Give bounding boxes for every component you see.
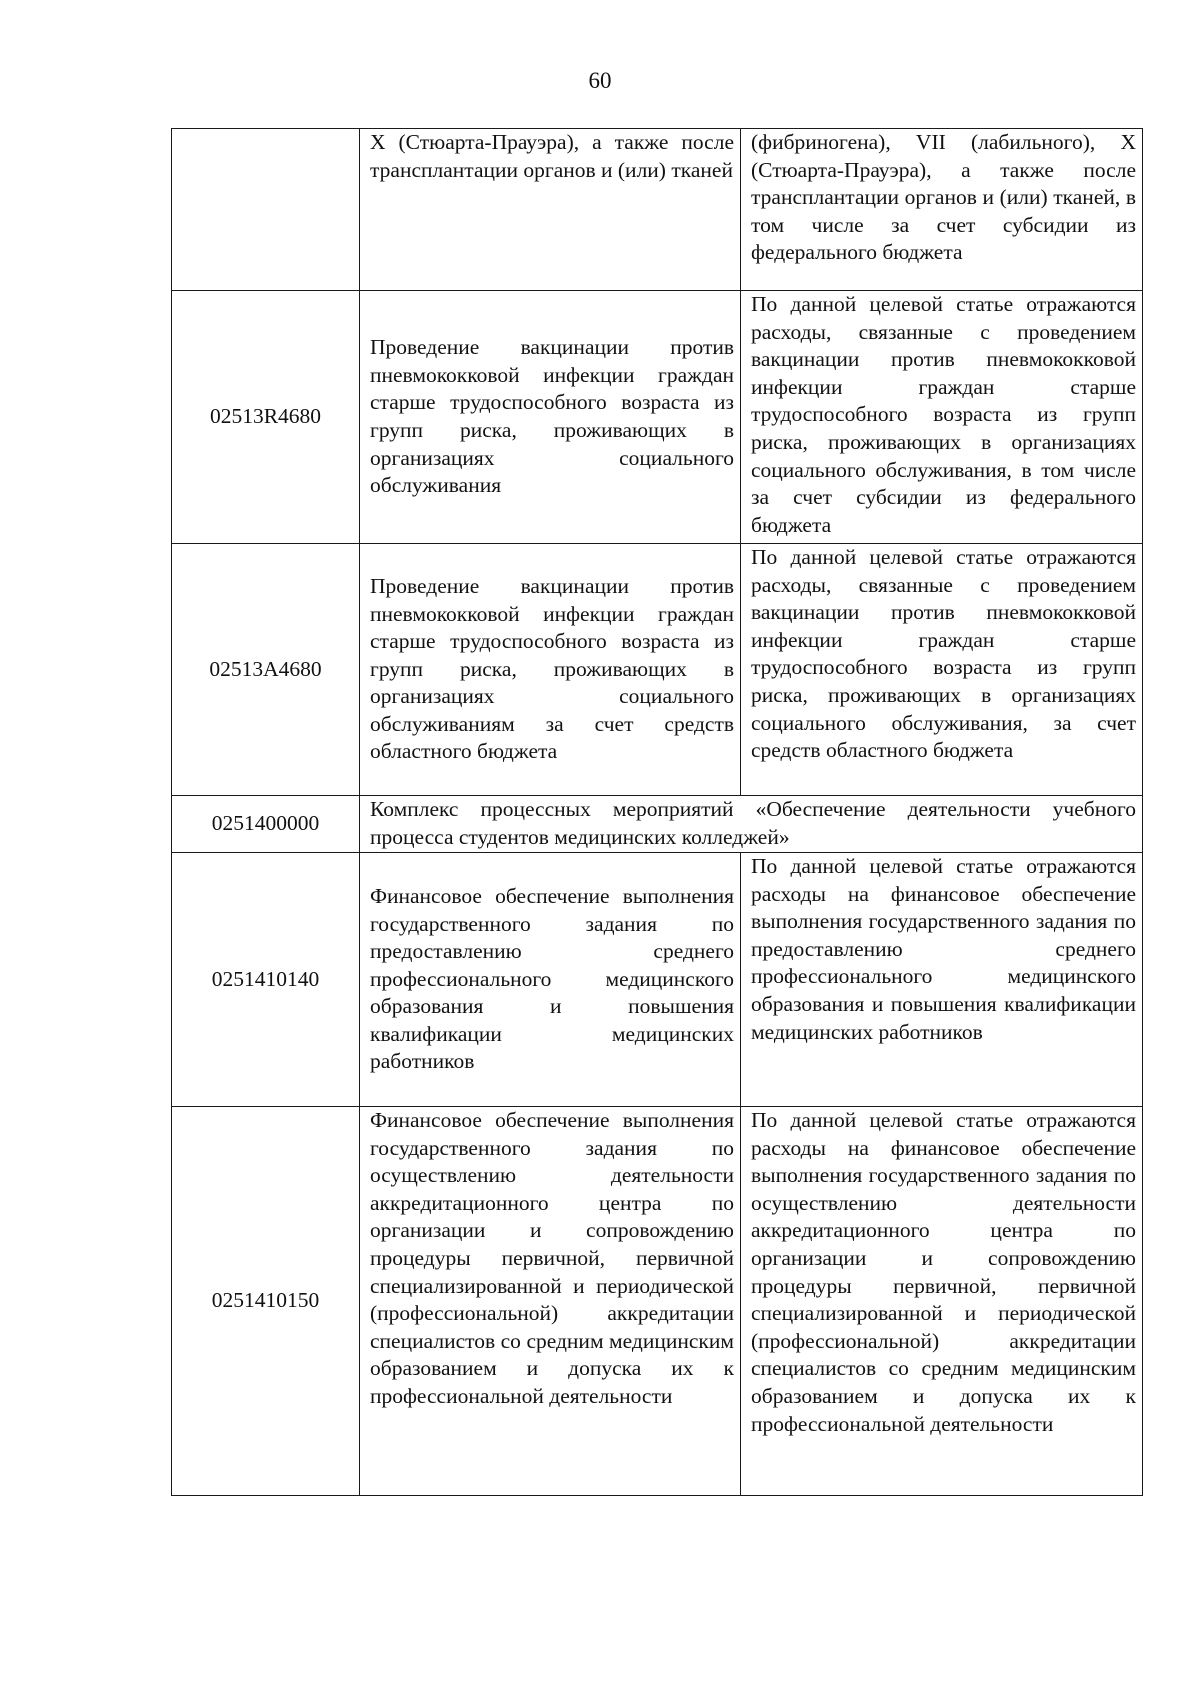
name-cell: Проведение вакцинации против пневмококковой инфекции граждан старше трудоспособного возраста из групп риска, проживающих в организациях социального обслуживаниям за счет средств областного бюджета — [360, 544, 741, 796]
table-row — [172, 796, 1143, 853]
page-number: 60 — [588, 68, 612, 93]
code-cell: 02513R4680 — [172, 291, 360, 544]
table-row — [172, 544, 1143, 796]
code-cell — [172, 129, 360, 291]
code-cell: 02513A4680 — [172, 544, 360, 796]
table-row — [172, 129, 1143, 291]
code-cell: 0251400000 — [172, 796, 360, 853]
name-cell: Финансовое обеспечение выполнения государственного задания по осуществлению деятельности аккредитационного центра по организации и сопровождению процедуры первичной, первичной специализированной и периодической (профессиональной) аккредитации специалистов со средним медицинским образованием и допуска их к профессиональной деятельности — [360, 1107, 741, 1496]
name-cell: X (Стюарта-Прауэра), а также после трансплантации органов и (или) тканей — [360, 129, 741, 291]
description-cell: По данной целевой статье отражаются расходы, связанные с проведением вакцинации против пневмококковой инфекции граждан старше трудоспособного возраста из групп риска, проживающих в организациях социального обслуживания, в том числе за счет субсидии из федерального бюджета — [741, 291, 1143, 544]
code-cell: 0251410150 — [172, 1107, 360, 1496]
description-cell: По данной целевой статье отражаются расходы, связанные с проведением вакцинации против пневмококковой инфекции граждан старше трудоспособного возраста из групп риска, проживающих в организациях социального обслуживания, за счет средств областного бюджета — [741, 544, 1143, 796]
code-cell: 0251410140 — [172, 853, 360, 1107]
table-row — [172, 853, 1143, 1107]
name-cell: Проведение вакцинации против пневмококковой инфекции граждан старше трудоспособного возраста из групп риска, проживающих в организациях социального обслуживания — [360, 291, 741, 544]
name-cell: Комплекс процессных мероприятий «Обеспечение деятельности учебного процесса студентов медицинских колледжей» — [360, 796, 1143, 853]
description-cell: (фибриногена), VII (лабильного), X (Стюарта-Прауэра), а также после трансплантации органов и (или) тканей, в том числе за счет субсидии из федерального бюджета — [741, 129, 1143, 291]
name-cell: Финансовое обеспечение выполнения государственного задания по предоставлению среднего профессионального медицинского образования и повышения квалификации медицинских работников — [360, 853, 741, 1107]
budget-classification-table — [171, 128, 1143, 1496]
description-cell: По данной целевой статье отражаются расходы на финансовое обеспечение выполнения государственного задания по осуществлению деятельности аккредитационного центра по организации и сопровождению процедуры первичной, первичной специализированной и периодической (профессиональной) аккредитации специалистов со средним медицинским образованием и допуска их к профессиональной деятельности — [741, 1107, 1143, 1496]
description-cell: По данной целевой статье отражаются расходы на финансовое обеспечение выполнения государственного задания по предоставлению среднего профессионального медицинского образования и повышения квалификации медицинских работников — [741, 853, 1143, 1107]
table-row — [172, 291, 1143, 544]
table-row — [172, 1107, 1143, 1496]
